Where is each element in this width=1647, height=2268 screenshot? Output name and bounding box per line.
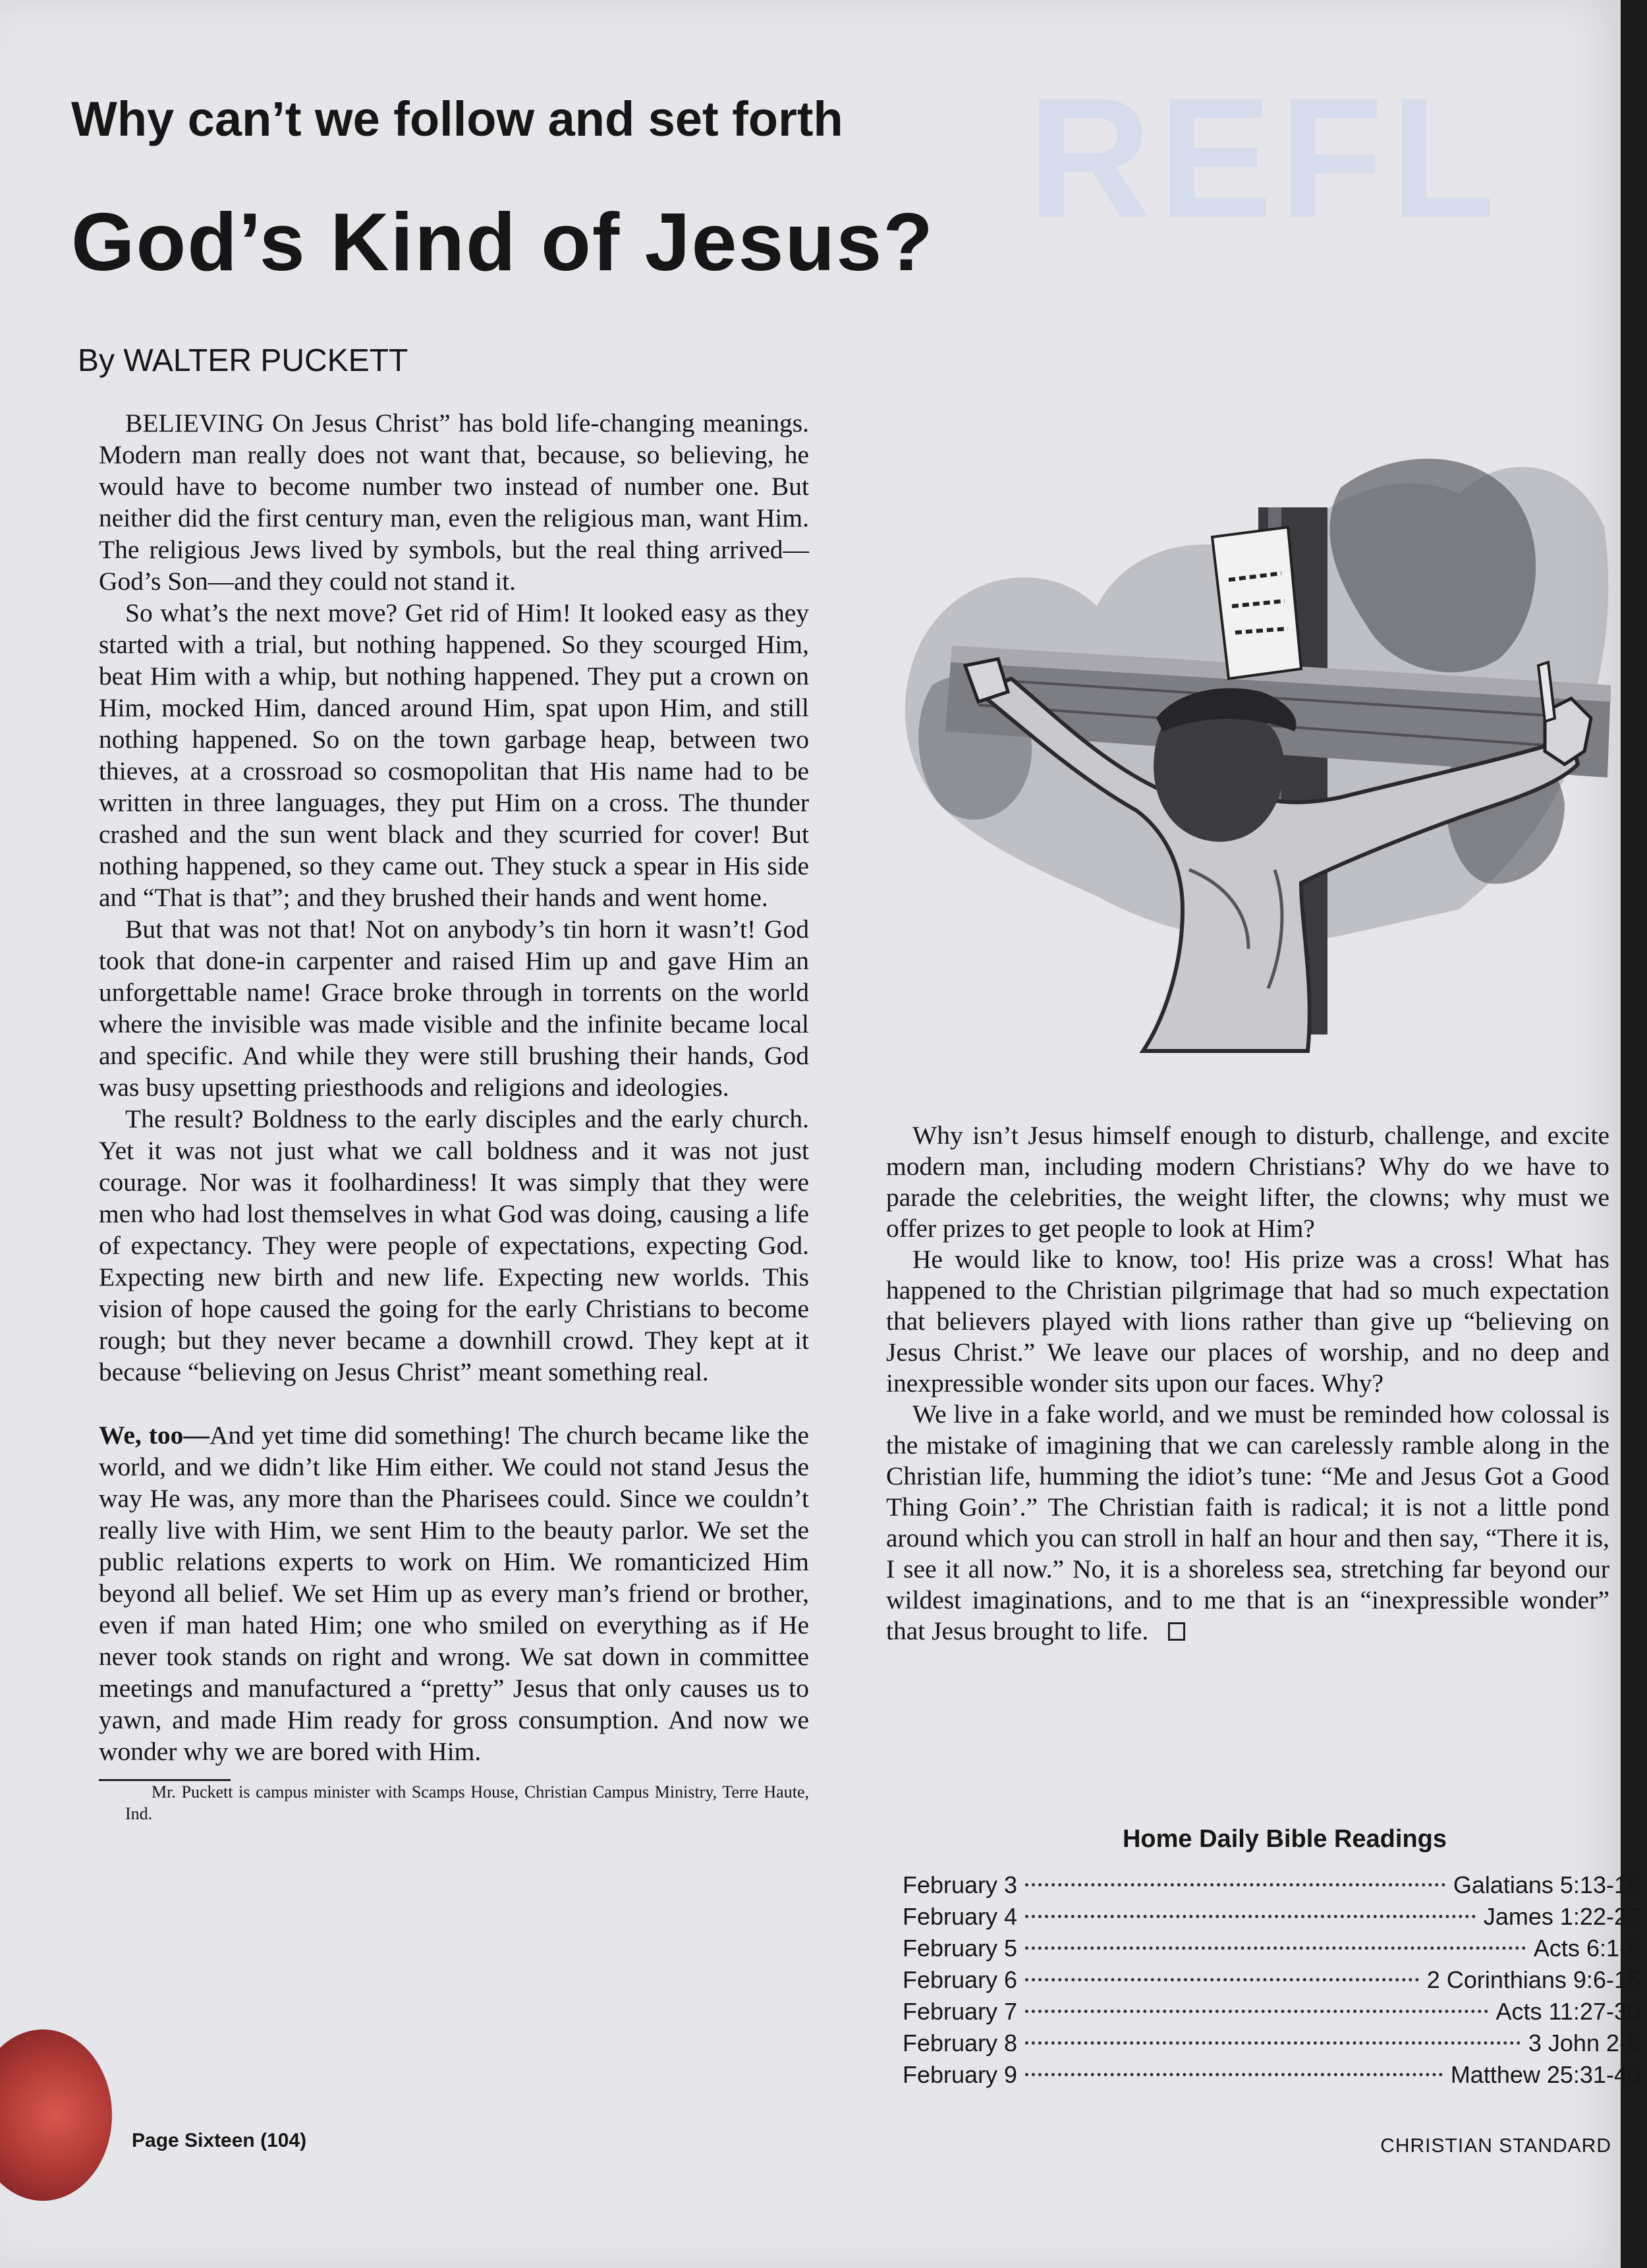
paragraph: The result? Boldness to the early disciples and the early church. Yet it was not just what we call boldness and it was not just courage. Nor was it foolhardiness! It was simply that they were men who had lost themselves in what God was doing, causing a life of expectancy. They were people of expectations, expecting God. Expecting new birth and new life. Expecting new worlds. This vision of hope caused the going for the early Christians to become rough; but they never became a downhill crowd. They kept at it because “believing on Jesus Christ” meant something real.: [99, 1104, 809, 1386]
right-column: [886, 1120, 1609, 1647]
article-byline: By WALTER PUCKETT: [78, 343, 408, 378]
list-item: [903, 1871, 1640, 1903]
reading-date: February 5: [903, 1935, 1018, 1962]
dot-leader: [1025, 1946, 1526, 1950]
reading-date: February 8: [903, 2029, 1018, 2056]
article-headline: God’s Kind of Jesus?: [71, 197, 934, 288]
paragraph: But that was not that! Not on anybody’s tin horn it wasn’t! God took that done-in carpenter and raised Him up and gave Him an unforgettable name! Grace broke through in torrents on the world where the invisible was made visible and the infinite became local and specific. And while they were still brushing their hands, God was busy upsetting priesthoods and religions and ideologies.: [99, 915, 809, 1102]
paragraph: He would like to know, too! His prize was a cross! What has happened to the Christian pilgrimage that had so much expectation that believers played with lions rather than give up “believing on Jesus Christ.” We leave our places of worship, and no deep and inexpressible wonder sits upon our faces. Why?: [886, 1245, 1609, 1398]
dot-leader: [1025, 2073, 1443, 2076]
dot-leader: [1025, 1883, 1445, 1886]
reading-date: February 7: [903, 1998, 1018, 2025]
section-text: And yet time did something! The church became like the world, and we didn’t like Him either. We could not stand Jesus the way He was, any more than the Pharisees could. Since we couldn’t really live with Him, we sent Him to the beauty parlor. We set the public relations experts to work on Him. We romanticized Him beyond all belief. We set Him up as every man’s friend or brother, even if man hated Him; one who smiled on everything as if He never took stands on right and wrong. We sat down in committee meetings and manufactured a “pretty” Jesus that only causes us to yawn, and made Him ready for gross consumption. And now we wonder why we are bored with Him.: [99, 1421, 809, 1766]
crucifixion-illustration: [879, 409, 1617, 1054]
article-kicker: Why can’t we follow and set forth: [71, 92, 843, 146]
page-number: Page Sixteen (104): [132, 2130, 307, 2151]
list-item: [903, 1998, 1640, 2029]
reading-date: February 4: [903, 1903, 1018, 1930]
list-item: [903, 2029, 1640, 2061]
reading-reference: Matthew 25:31-40: [1450, 2061, 1640, 2088]
list-item: [903, 1966, 1640, 1998]
list-item: [903, 2061, 1640, 2093]
reading-date: February 3: [903, 1871, 1018, 1898]
paragraph: So what’s the next move? Get rid of Him! It looked easy as they started with a trial, but nothing happened. So they scourged Him, beat Him with a whip, but nothing happened. They put a crown on Him, mocked Him, danced around Him, spat upon Him, and still nothing happened. So on the town garbage heap, between two thieves, at a crossroad so cosmopolitan that His name had to be written in three languages, they put Him on a cross. The thunder crashed and the sun went black and they scurried for cover! But nothing happened, so they came out. They stuck a spear in His side and “That is that”; and they brushed their hands and went home.: [99, 598, 809, 912]
readings-title: Home Daily Bible Readings: [1122, 1825, 1447, 1853]
paragraph: BELIEVING On Jesus Christ” has bold life-changing meanings. Modern man really does not want that, because, so believing, he would have to become number two instead of number one. But neither did the first century man, even the religious man, want Him. The religious Jews lived by symbols, but the real thing arrived—God’s Son—and they could not stand it.: [99, 409, 809, 596]
reading-reference: Galatians 5:13-15: [1453, 1871, 1640, 1898]
paragraph: [886, 1399, 1609, 1647]
list-item: [903, 1935, 1640, 1966]
dot-leader: [1025, 2041, 1521, 2045]
readings-list: [903, 1871, 1640, 2093]
section-lead: We, too—: [99, 1421, 209, 1450]
reading-reference: 2 Corinthians 9:6-15: [1426, 1966, 1640, 1993]
reading-reference: Acts 11:27-30: [1495, 1998, 1640, 2025]
reading-date: February 6: [903, 1966, 1018, 1993]
reading-date: February 9: [903, 2061, 1018, 2088]
reading-reference: 3 John 2-8: [1528, 2029, 1640, 2056]
dot-leader: [1025, 2010, 1488, 2013]
section-paragraph: [99, 1419, 809, 1767]
list-item: [903, 1903, 1640, 1935]
dot-leader: [1025, 1978, 1419, 1981]
inscription-sign: [1212, 527, 1301, 679]
paragraph-text: We live in a fake world, and we must be reminded how colossal is the mistake of imagining that we can carelessly ramble along in the Christian life, humming the idiot’s tune: “Me and Jesus Got a Good Thing Goin’.” The Christian faith is radical; it is not a little pond around which you can stroll in half an hour and then say, “There it is, I see it all now.” No, it is a shoreless sea, stretching far beyond our wildest imaginations, and to me that is an “inexpressible wonder” that Jesus brought to life.: [886, 1400, 1609, 1645]
paragraph: Why isn’t Jesus himself enough to disturb, challenge, and excite modern man, including modern Christians? Why do we have to parade the celebrities, the weight lifter, the clowns; why must we offer prizes to get people to look at Him?: [886, 1121, 1609, 1243]
thumb: [0, 2029, 112, 2201]
reading-reference: James 1:22-27: [1483, 1903, 1640, 1930]
left-column: [99, 407, 809, 1825]
end-of-article-square-icon: [1168, 1622, 1185, 1641]
author-footnote: Mr. Puckett is campus minister with Scamps House, Christian Campus Ministry, Terre Haute, Ind.: [125, 1782, 809, 1823]
magazine-name: CHRISTIAN STANDARD: [1380, 2135, 1611, 2157]
dot-leader: [1025, 1915, 1476, 1918]
bleed-through-text: REFL: [1028, 63, 1501, 254]
reading-reference: Acts 6:1-6: [1533, 1935, 1640, 1962]
